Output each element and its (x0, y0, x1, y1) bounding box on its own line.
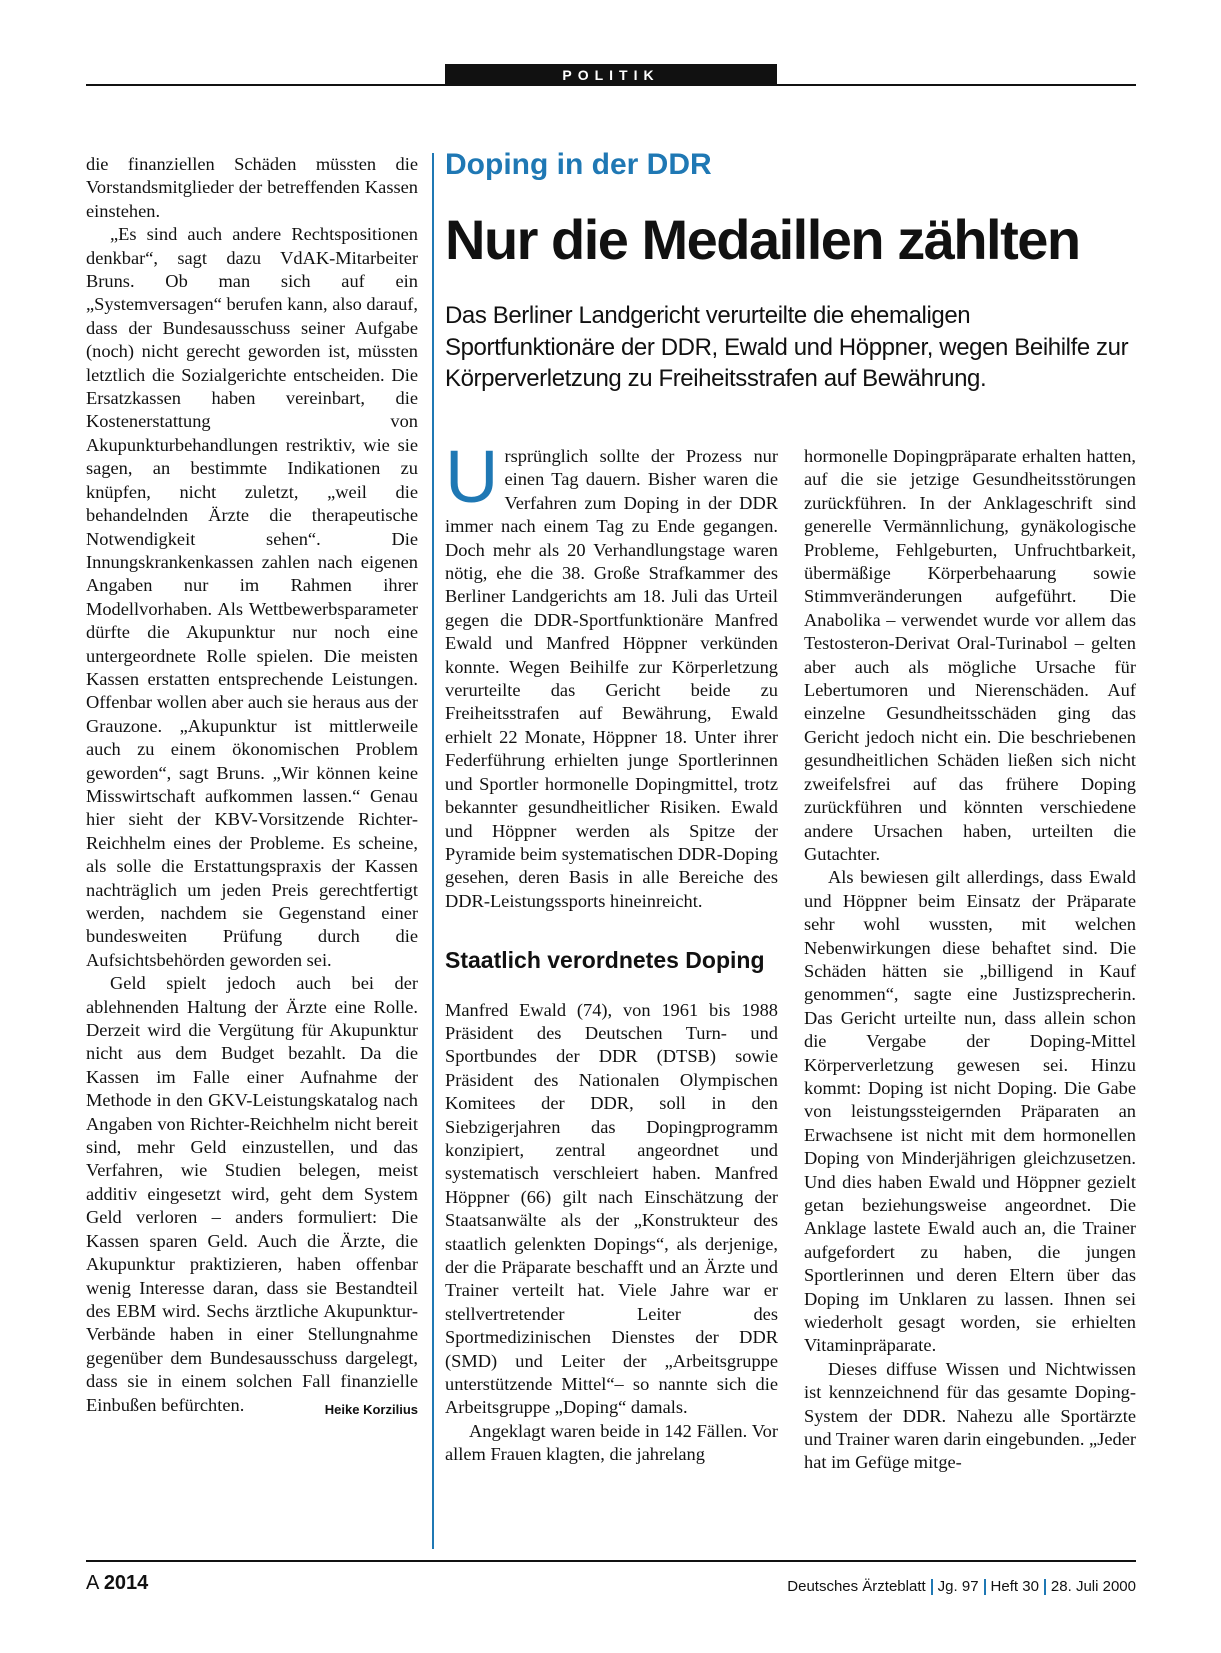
footer-separator (984, 1579, 986, 1595)
article-paragraph: hormonelle Dopingpräparate erhalten hatten, auf die sie jetzige Gesundheitsstörungen zurückführen. In der Anklageschrift sind generelle Vermännlichung, gynäkologische Probleme, Fehlgeburten, Unfruchtbarkeit, übermäßige Körperbehaarung sowie Stimmveränderungen aufgeführt. Die Anabolika – verwendet wurde vor allem das Testosteron-Derivat Oral-Turinabol – gelten aber auch als mögliche Ursache für Lebertumoren und Nierenschäden. Auf einzelne Gesundheitsschäden ging das Gericht jedoch nicht ein. Die beschriebenen gesundheitlichen Schäden ließen sich nicht zweifelsfrei auf das frühere Doping zurückführen und könnten verschiedene andere Ursachen haben, urteilten die Gutachter. (804, 446, 1136, 864)
column-divider (432, 153, 434, 1549)
drop-cap: U (445, 435, 499, 518)
article-kicker: Doping in der DDR (445, 148, 712, 181)
previous-article-paragraph: „Es sind auch andere Rechtspositionen denkbar“, sagt dazu VdAK-Mitarbeiter Bruns. Ob man sich auf ein „Systemversagen“ berufen kann, also darauf, dass der Bundesausschuss seiner Aufgabe (noch) nicht gerecht geworden ist, müssten letztlich die Sozialgerichte entscheiden. Die Ersatzkassen haben vereinbart, die Kostenerstattung von Akupunkturbehandlungen restriktiv, wie sie sagen, an bestimmte Indikationen zu knüpfen, nicht zuletzt, „weil die behandelnden Ärzte die therapeutische Notwendigkeit sehen“. Die Innungskrankenkassen zahlen nach eigenen Angaben nur im Rahmen ihrer Modellvorhaben. Als Wettbewerbsparameter dürfte die Akupunktur nur noch eine untergeordnete Rolle spielen. Die meisten Kassen erstatten entsprechende Leistungen. Offenbar wollen aber auch sie heraus aus der Grauzone. „Akupunktur ist mittlerweile auch zu einem ökonomischen Problem geworden“, sagt Bruns. „Wir können keine Misswirtschaft aufkommen lassen.“ Genau hier sieht der KBV-Vorsitzende Richter-Reichhelm eines der Probleme. Es scheine, als solle die Erstattungspraxis der Kassen nachträglich um jeden Preis gerechtfertigt werden, nachdem sie Gegenstand einer bundesweiten Prüfung durch die Aufsichtsbehörden geworden sei. (86, 224, 418, 970)
article-paragraph-text: rsprünglich sollte der Prozess nur einen Tag dauern. Bisher waren die Verfahren zum Doping in der DDR immer nach einem Tag zu Ende gegangen. Doch mehr als 20 Verhandlungstage waren nötig, ehe die 38. Große Strafkammer des Berliner Landgerichts am 18. Juli das Urteil gegen die DDR-Sportfunktionäre Manfred Ewald und Manfred Höppner verkünden konnte. Wegen Beihilfe zur Körperletzung verurteilte das Gericht beide zu Freiheitsstrafen auf Bewährung, Ewald erhielt 22 Monate, Höppner 18. Unter ihrer Federführung erhielten junge Sportlerinnen und Sportler hormonelle Dopingmittel, trotz bekannter gesundheitlicher Risiken. Ewald und Höppner werden als Spitze der Pyramide beim systematischen DDR-Doping gesehen, deren Basis in alle Bereiche des DDR-Leistungssports hineinreicht. (445, 446, 778, 911)
article-column-middle (445, 435, 778, 1467)
footer-rule (86, 1560, 1136, 1562)
issue: Heft 30 (990, 1578, 1039, 1595)
article-lead: Das Berliner Landgericht verurteilte die ehemaligen Sportfunktionäre der DDR, Ewald und Höppner, wegen Beihilfe zur Körperverletzung zu Freiheitsstrafen auf Bewährung. (445, 302, 1129, 392)
page-number-value: 2014 (103, 1572, 149, 1594)
footer-separator (931, 1579, 933, 1595)
article-paragraph: Angeklagt waren beide in 142 Fällen. Vor allem Frauen klagten, die jahrelang (445, 1420, 778, 1465)
previous-article-paragraph: die finanziellen Schäden müssten die Vorstandsmitglieder der betreffenden Kassen einstehen. (86, 154, 418, 221)
section-label: POLITIK (445, 64, 777, 86)
volume: Jg. 97 (937, 1578, 979, 1595)
publication-name: Deutsches Ärzteblatt (787, 1578, 926, 1595)
article-paragraph: Als bewiesen gilt allerdings, dass Ewald und Höppner beim Einsatz der Präparate sehr wohl wussten, mit welchen Nebenwirkungen diese behaftet sind. Die Schäden hätten sie „billigend in Kauf genommen“, sagte eine Justizsprecherin. Das Gericht urteilte nun, dass allein schon die Vergabe der Doping-Mittel Körperverletzung gewesen sei. Hinzu kommt: Doping ist nicht Doping. Die Gabe von leistungssteigernden Präparaten an Erwachsene ist nicht mit dem hormonellen Doping von Minderjährigen gleichzusetzen. Und dies haben Ewald und Höppner gezielt getan beziehungsweise angeordnet. Die Anklage lastete Ewald auch an, die Trainer aufgefordert zu haben, die jungen Sportlerinnen und deren Eltern über das Doping im Unklaren zu lassen. Ihnen sei wiederholt gesagt worden, sie erhielten Vitaminpräparate. (804, 867, 1136, 1356)
previous-article-column (86, 153, 418, 1421)
footer-separator (1044, 1579, 1046, 1595)
article-subheading: Staatlich verordnetes Doping (445, 947, 765, 974)
page-number (86, 1572, 148, 1595)
article-paragraph (445, 435, 778, 913)
previous-article-paragraph-text: Geld spielt jedoch auch bei der ablehnenden Haltung der Ärzte eine Rolle. Derzeit wird die Vergütung für Akupunktur nicht aus dem Budget bezahlt. Da die Kassen im Falle einer Aufnahme der Methode in den GKV-Leistungskatalog nach Angaben von Richter-Reichhelm nicht bereit sind, mehr Geld einzustellen, und das Verfahren, wie Studien belegen, meist additiv eingesetzt wird, geht dem System Geld verloren – anders formuliert: Die Kassen sparen Geld. Auch die Ärzte, die Akupunktur praktizieren, haben offenbar wenig Interesse daran, dass sie Bestandteil des EBM wird. Sechs ärztliche Akupunktur-Verbände haben in einer Stellungnahme gegenüber dem Bundesausschuss dargelegt, dass sie in einem solchen Fall finanzielle Einbußen befürchten. (86, 973, 418, 1415)
page-prefix: A (86, 1572, 99, 1594)
article-paragraph: Manfred Ewald (74), von 1961 bis 1988 Präsident des Deutschen Turn- und Sportbundes der DDR (DTSB) sowie Präsident des Nationalen Olympischen Komitees der DDR, soll in den Siebzigerjahren das Dopingprogramm konzipiert, zentral angeordnet und systematisch verschleiert haben. Manfred Höppner (66) gilt nach Einschätzung der Staatsanwälte als der „Konstrukteur des staatlich gelenkten Dopings“, als derjenige, der die Präparate beschafft und an Ärzte und Trainer verteilt hat. Viele Jahre war er stellvertretender Leiter des Sportmedizinischen Dienstes der DDR (SMD) und Leiter der „Arbeitsgruppe unterstützende Mittel“– so nannte sich die Arbeitsgruppe „Doping“ damals. (445, 999, 778, 1418)
article-paragraph: Dieses diffuse Wissen und Nichtwissen ist kennzeichnend für das gesamte Doping-System der DDR. Nahezu alle Sportärzte und Trainer waren darin eingebunden. „Jeder hat im Gefüge mitge- (804, 1358, 1136, 1473)
header-rule (86, 84, 1136, 86)
issue-date: 28. Juli 2000 (1050, 1578, 1136, 1595)
previous-article-paragraph (86, 972, 418, 1417)
article-column-right (804, 445, 1136, 1475)
article-headline: Nur die Medaillen zählten (445, 208, 1080, 271)
author-byline: Heike Korzilius (324, 1401, 418, 1417)
publication-info (787, 1578, 1136, 1595)
